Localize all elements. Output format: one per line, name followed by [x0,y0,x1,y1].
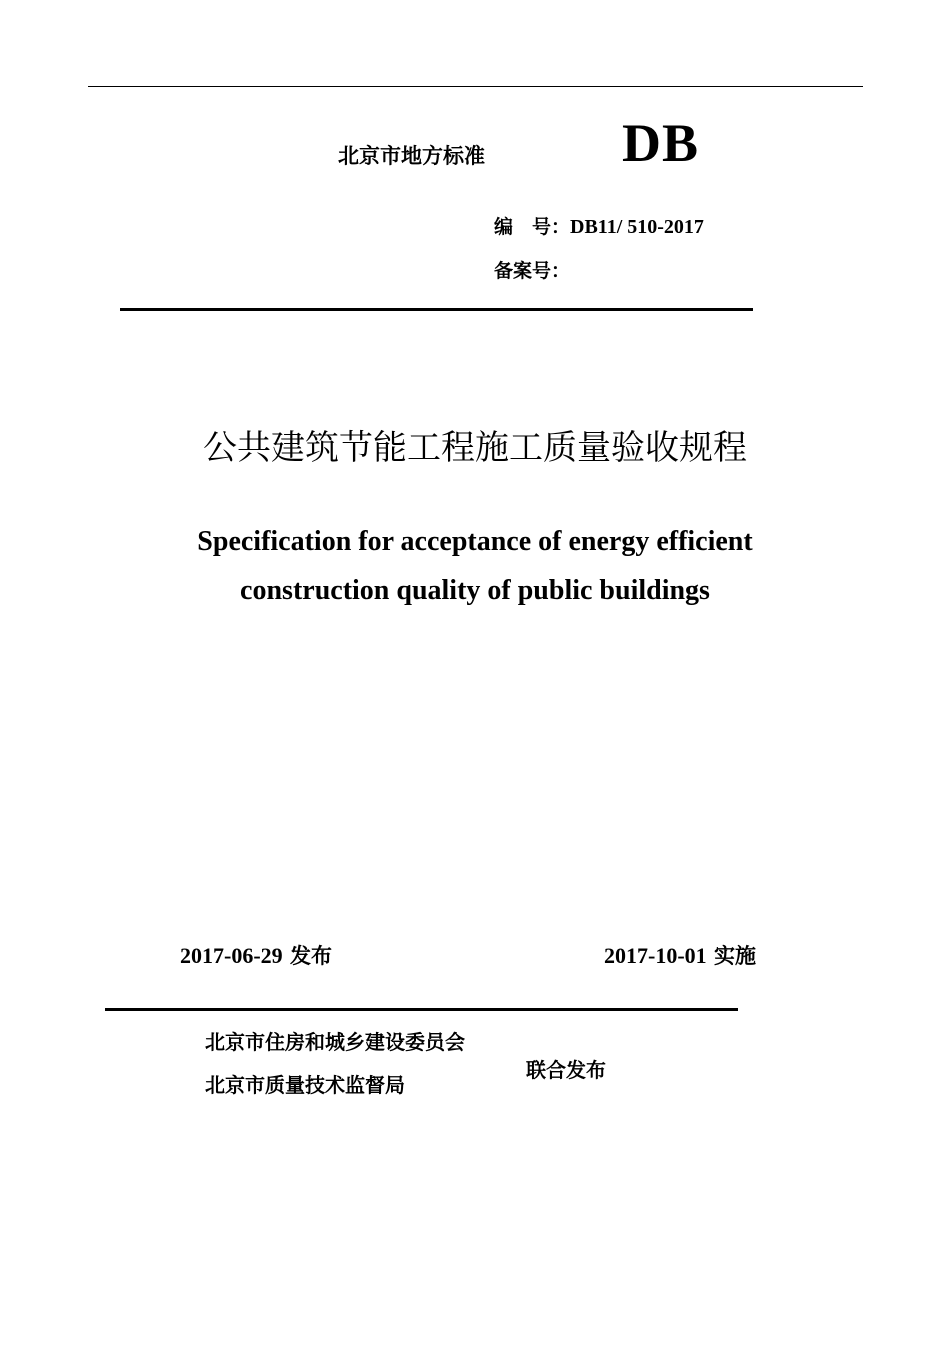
effective-label: 实施 [713,944,756,968]
effective-date-line [604,940,756,970]
record-number-line [494,256,570,283]
effective-date: 2017-10-01 [604,943,707,968]
joint-issue-label: 联合发布 [526,1058,606,1082]
issue-date-line [180,940,332,970]
top-rule [88,86,863,87]
footer-divider [105,1008,738,1011]
title-chinese: 公共建筑节能工程施工质量验收规程 [203,428,747,468]
standard-number-line [494,212,704,239]
issue-date: 2017-06-29 [180,943,283,968]
title-english-line2: construction quality of public buildings [240,575,710,606]
standard-number-label: 编 号： [494,216,571,238]
standard-number-value: DB11/ 510-2017 [570,216,704,238]
header-divider [120,308,753,311]
record-number-label: 备案号： [494,260,571,282]
title-english-line1: Specification for acceptance of energy efficient [197,526,753,557]
issuer-quality-bureau: 北京市质量技术监督局 [205,1073,405,1097]
issuer-housing-commission: 北京市住房和城乡建设委员会 [205,1030,465,1054]
db-mark: DB [622,113,700,173]
standard-type: 北京市地方标准 [338,144,485,168]
issue-label: 发布 [289,944,332,968]
